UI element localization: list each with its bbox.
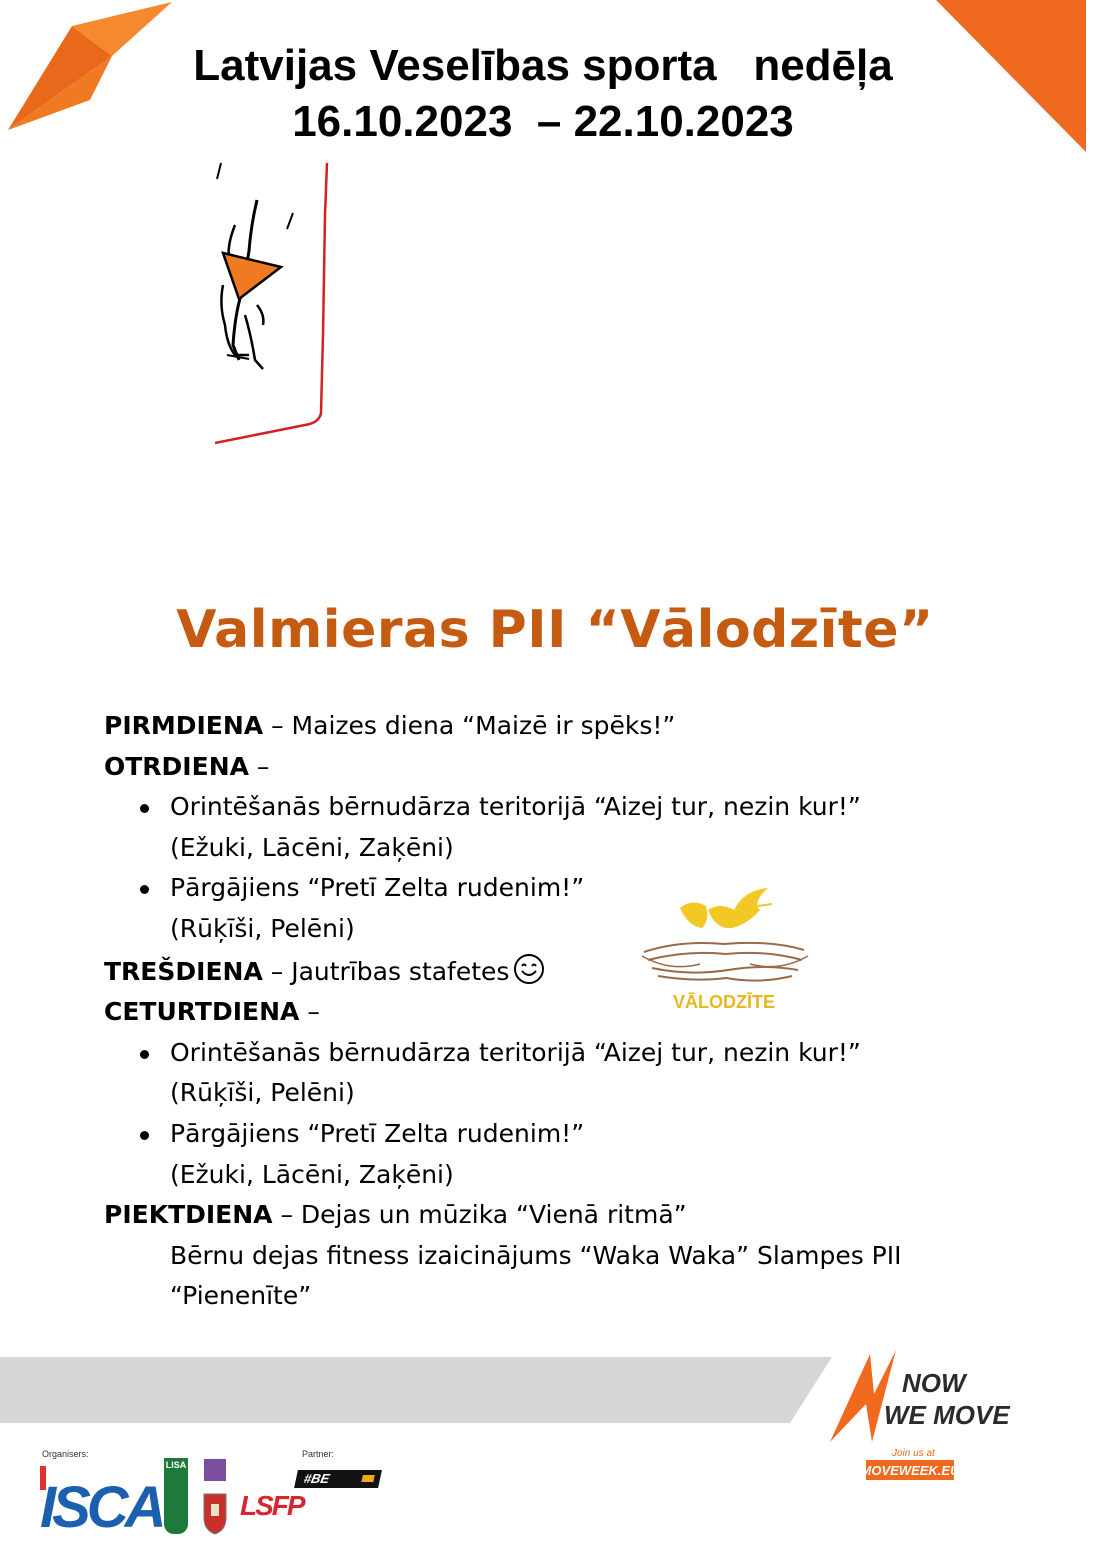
list-item: Orintēšanās bērnudārza teritorijā “Aizej tur, nezin kur!” (Rūķīši, Pelēni): [104, 1033, 984, 1114]
bullet-icon: [140, 804, 149, 813]
be-active-logo: #BE: [294, 1470, 382, 1488]
bullet-icon: [140, 885, 149, 894]
friday-detail-line1: Bērnu dejas fitness izaicinājums “Waka Waka” Slampes PII: [170, 1240, 902, 1270]
runner-sketch-illustration: [205, 155, 340, 450]
bullet-icon: [140, 1131, 149, 1140]
header-title-line2: 16.10.2023 – 22.10.2023: [292, 97, 794, 146]
header-title: [0, 38, 1086, 150]
svg-text:Join us at: Join us at: [892, 1448, 935, 1459]
schedule-tuesday: OTRDIENA –: [104, 751, 270, 781]
bullet-icon: [140, 1050, 149, 1059]
header-title-line1: Latvijas Veselības sporta nedēļa: [193, 41, 893, 90]
svg-text:MOVEWEEK.EU: MOVEWEEK.EU: [860, 1463, 960, 1478]
schedule-friday: PIEKTDIENA – Dejas un mūzika “Vienā ritmā”: [104, 1200, 687, 1230]
school-title: Valmieras PII “Vālodzīte”: [176, 600, 934, 660]
lsfp-logo: LSFP: [240, 1490, 304, 1521]
isca-logo: ISCA: [40, 1466, 120, 1536]
schedule-wednesday: TREŠDIENA – Jautrības stafetes: [104, 952, 984, 993]
smiley-icon: [513, 953, 545, 985]
valodzite-logo-text: VĀLODZĪTE: [673, 992, 775, 1012]
organisers-label: Organisers:: [42, 1449, 89, 1459]
svg-text:NOW: NOW: [902, 1368, 966, 1398]
list-item: Pārgājiens “Pretī Zelta rudenim!” (Ežuki, Lācēni, Zaķēni): [104, 1114, 984, 1195]
now-we-move-logo: [826, 1350, 1010, 1486]
weekly-schedule: [104, 706, 984, 1317]
svg-text:WE MOVE: WE MOVE: [884, 1400, 1010, 1430]
partner-label: Partner:: [302, 1449, 335, 1459]
schedule-thursday: CETURTDIENA –: [104, 997, 320, 1027]
friday-detail-line2: “Pienenīte”: [170, 1281, 312, 1311]
lisa-logo: LISA: [164, 1458, 188, 1534]
list-item: Orintēšanās bērnudārza teritorijā “Aizej tur, nezin kur!” (Ežuki, Lācēni, Zaķēni): [104, 787, 984, 868]
crest-icon: [202, 1490, 228, 1536]
schedule-monday: PIRMDIENA – Maizes diena “Maizē ir spēks!”: [104, 711, 676, 740]
purple-square-logo: [204, 1459, 226, 1481]
list-item: Pārgājiens “Pretī Zelta rudenim!” (Rūķīši, Pelēni): [104, 868, 984, 949]
